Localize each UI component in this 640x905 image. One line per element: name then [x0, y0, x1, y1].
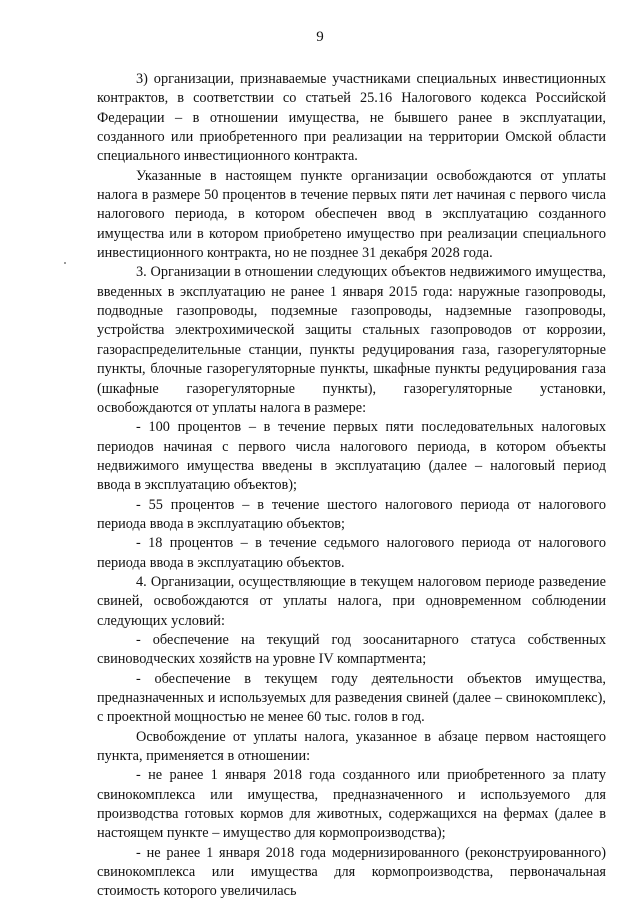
paragraph-55-percent: - 55 процентов – в течение шестого налогового периода от налогового периода ввода в эксплуатацию объектов;	[97, 496, 606, 532]
page-number: 9	[316, 29, 324, 45]
paragraph-contract-exemption: Указанные в настоящем пункте организации освобождаются от уплаты налога в размере 50 процентов в течение первых пяти лет начиная с первого числа налогового периода, в котором обеспечен ввод в эксплуатацию созданного имущества или в котором приобретено имущество при реализации специального инвестиционного контракта, но не позднее 31 декабря 2028 года.	[97, 167, 606, 262]
paragraph-clause-3: 3. Организации в отношении следующих объектов недвижимого имущества, введенных в эксплуатацию не ранее 1 января 2015 года: наружные газопроводы, подводные газопроводы, подземные газопроводы, надземные газопроводы, устройства электрохимической защиты стальных газопроводов от коррозии, газораспределительные станции, пункты редуцирования газа, газорегуляторные пункты, блочные газорегуляторные пункты, шкафные пункты редуцирования газа (шкафные газорегуляторные пункты), газорегуляторные установки, освобождаются от уплаты налога в размере:	[97, 264, 606, 416]
paragraph-18-percent: - 18 процентов – в течение седьмого налогового периода от налогового периода ввода в эксплуатацию объектов.	[97, 535, 606, 571]
paragraph-item-3-contracts: 3) организации, признаваемые участниками специальных инвестиционных контрактов, в соответствии со статьей 25.16 Налогового кодекса Российской Федерации – в отношении имущества, не бывшего ранее в эксплуатации, созданного или приобретенного при реализации на территории Омской области специального инвестиционного контракта.	[97, 71, 606, 165]
paragraph-condition-zoosanitary: - обеспечение на текущий год зоосанитарного статуса собственных свиноводческих хозяйств на уровне IV компартмента;	[97, 631, 606, 668]
paragraph-condition-capacity: - обеспечение в текущем году деятельности объектов имущества, предназначенных и используемых для разведения свиней (далее – свинокомплекс), с проектной мощностью не менее 60 тыс. голов в год.	[97, 670, 606, 726]
paragraph-clause-4: 4. Организации, осуществляющие в текущем налоговом периоде разведение свиней, освобождаются от уплаты налога, при одновременном соблюдении следующих условий:	[97, 573, 606, 629]
paragraph-exemption-applies: Освобождение от уплаты налога, указанное в абзаце первом настоящего пункта, применяется в отношении:	[97, 728, 606, 765]
paragraph-created-acquired: - не ранее 1 января 2018 года созданного или приобретенного за плату свинокомплекса или имущества, предназначенного и используемого для производства готовых кормов для животных, содержащихся на фермах (далее в настоящем пункте – имущество для кормопроизводства);	[97, 767, 606, 842]
margin-mark	[64, 262, 66, 264]
document-body	[97, 70, 606, 902]
paragraph-100-percent: - 100 процентов – в течение первых пяти последовательных налоговых периодов начиная с первого числа налогового периода, в котором объекты недвижимого имущества введены в эксплуатацию (далее – налоговый период ввода в эксплуатацию объектов);	[97, 419, 606, 494]
paragraph-modernized: - не ранее 1 января 2018 года модернизированного (реконструированного) свинокомплекса или имущества для кормопроизводства, первоначальная стоимость которого увеличилась	[97, 844, 606, 900]
